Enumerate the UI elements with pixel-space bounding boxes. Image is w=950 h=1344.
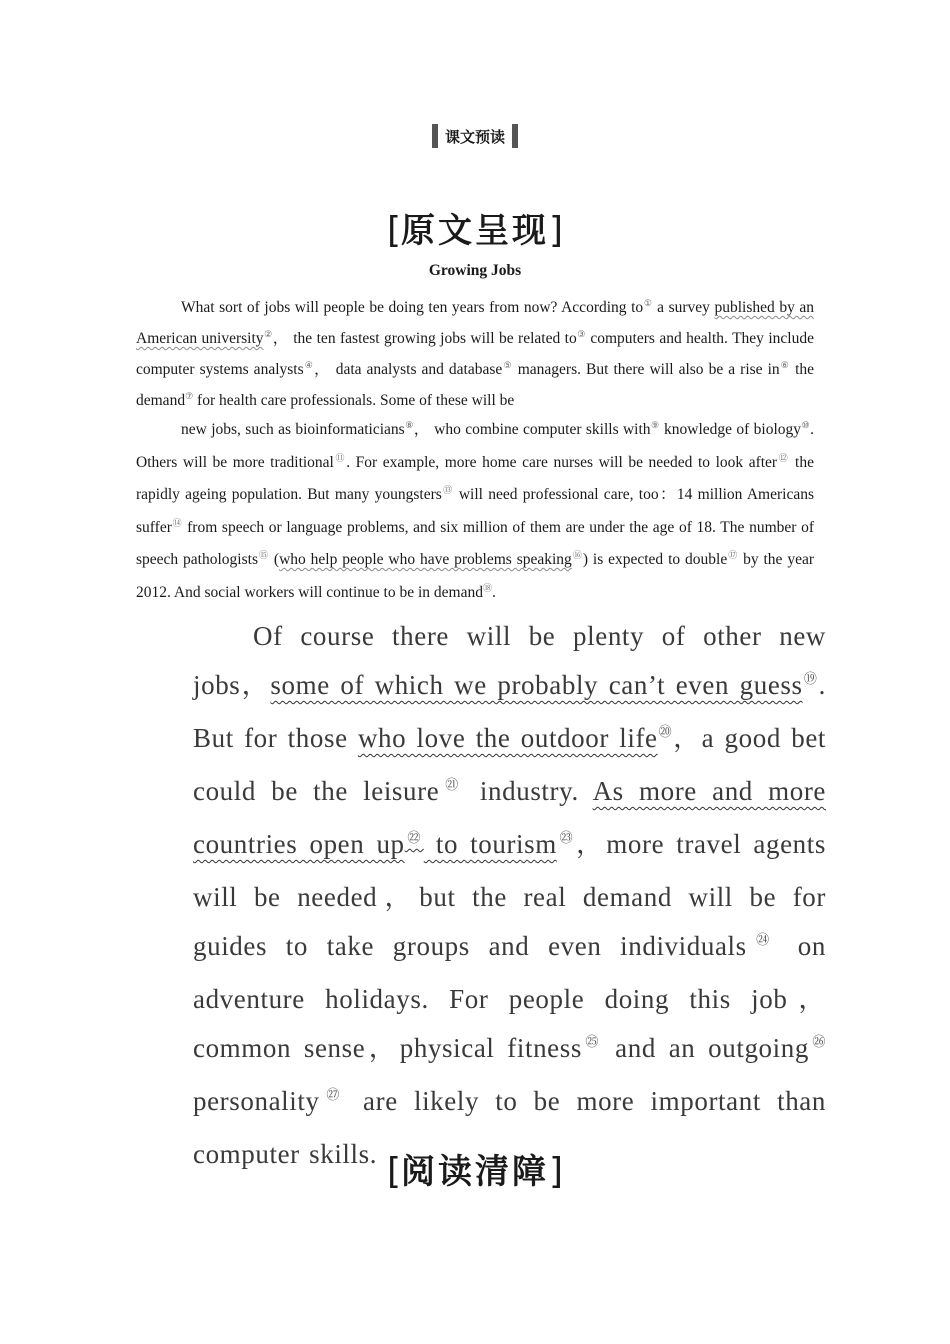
note-marker: ④ [303, 359, 315, 370]
note-marker: ⑭ [171, 517, 183, 528]
note-marker: ⑱ [482, 582, 492, 593]
note-marker: ⑯ [571, 549, 583, 560]
underlined-phrase: to tourism [423, 829, 557, 859]
tag-bar-left [432, 124, 438, 148]
note-marker: ⑮ [257, 549, 270, 560]
underlined-phrase: published by an American university [136, 299, 815, 347]
heading-reading-aid: [阅读清障] [386, 1151, 564, 1192]
note-marker: ⑳ [657, 724, 674, 739]
underlined-phrase: who help people who have problems speaking [279, 551, 572, 568]
note-marker: ⑦ [185, 390, 194, 401]
note-marker: ⑲ [802, 671, 819, 686]
note-marker: ⑤ [502, 359, 513, 370]
note-marker: ㉑ [439, 777, 465, 792]
note-marker: ⑩ [801, 419, 811, 430]
note-marker: ⑰ [727, 549, 739, 560]
underlined-phrase: some of which we probably can’t even guess [270, 670, 803, 700]
note-marker: ㉓ [556, 830, 576, 845]
underlined-phrase: As more and more countries open up [193, 776, 826, 859]
note-marker: ② [263, 328, 273, 339]
note-marker: ㉕ [581, 1034, 603, 1049]
article-title: Growing Jobs [428, 262, 522, 279]
note-marker: ㉒ [404, 830, 424, 845]
note-marker: ⑥ [779, 359, 791, 370]
note-marker: ⑧ [404, 419, 414, 430]
heading-original-text: [原文呈现] [386, 210, 564, 251]
section-tag [0, 124, 950, 148]
note-marker: ㉗ [319, 1087, 347, 1102]
section-tag-label: 课文预读 [444, 127, 505, 146]
note-marker: ③ [576, 328, 586, 339]
underlined-phrase: who love the outdoor life [357, 723, 658, 753]
heading-original-label: 原文呈现 [401, 211, 549, 251]
tag-bar-right [512, 124, 518, 148]
note-marker: ㉔ [746, 932, 780, 947]
heading-reading-label: 阅读清障 [401, 1152, 549, 1192]
note-marker: ⑬ [441, 484, 454, 495]
note-marker: ⑪ [333, 452, 347, 463]
note-marker: ⑫ [777, 452, 790, 463]
paragraph-2: new jobs, such as bioinformaticians⑧， who combine computer skills with⑨ knowledge of biology⑩. Others will be more traditional⑪. For example, more home care nurses will be needed to look after⑫ the rapidly ageing population. But many youngsters⑬ will need professional care, too：14 million Americans suffer⑭ from speech or language problems, and six million of them are under the age of 18. The number of speech pathologists⑮ (who help people who have problems speaking⑯) is expected to double⑰ by the year 2012. And social workers will continue to be in demand⑱. [136, 419, 814, 601]
note-marker: ㉖ [808, 1034, 826, 1049]
paragraph-3: Of course there will be plenty of other new jobs，some of which we probably can’t even guess⑲. But for those who love the outdoor life⑳，a good bet could be the leisure$^㉑$ industry. As more and more countries open $up^㉒$ to tourism$^㉓$，more travel agents will be needed，but the real demand will be for guides to take groups and even individuals$^㉔$ on adventure holidays. For people doing this job，common sense，physical fitness$^㉕$ and an outgoing$^㉖$ personality$^㉗$ are likely to be more important than computer skills. [193, 621, 826, 1169]
paragraph-1: What sort of jobs will people be doing ten years from now? According to① a survey published by an American university②， the ten fastest growing jobs will be related to③ computers and health. They include computer systems analysts④， data analysts and database⑤ managers. But there will also be a rise in⑥ the demand⑦ for health care professionals. Some of these will be [136, 297, 815, 409]
note-marker: ① [643, 297, 653, 308]
note-marker: ⑨ [650, 419, 660, 430]
